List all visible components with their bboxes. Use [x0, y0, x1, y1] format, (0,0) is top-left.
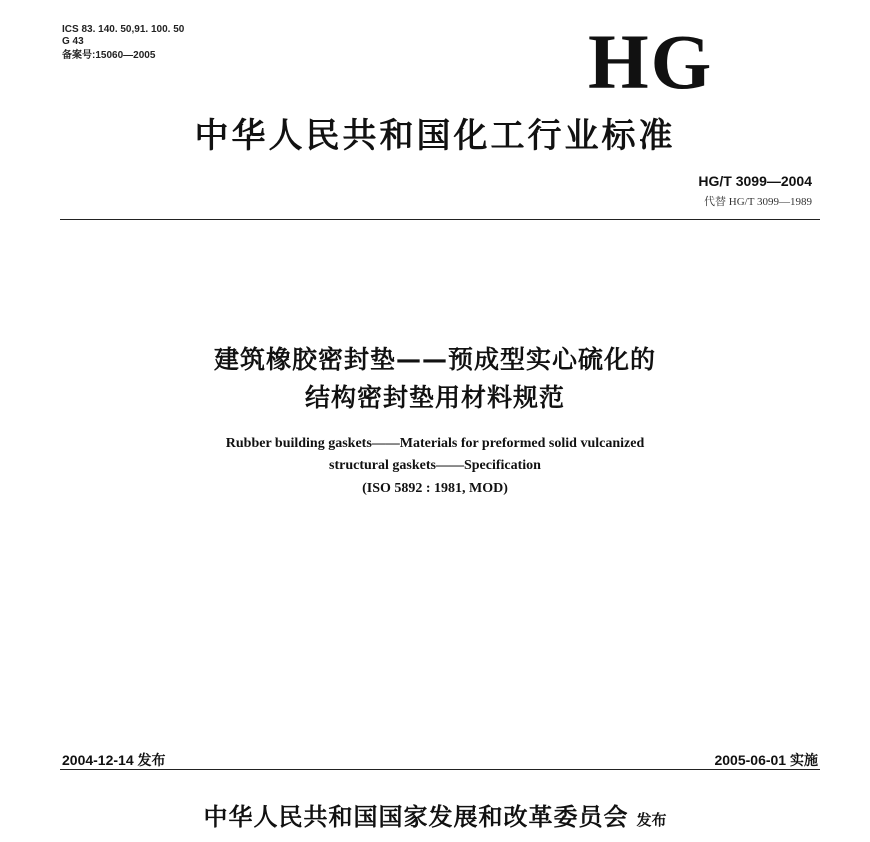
publisher-suffix: 发布: [636, 811, 667, 829]
hg-logo: HG: [588, 18, 714, 105]
implementation-date: 2005-06-01 实施: [714, 752, 818, 768]
bottom-divider: [60, 769, 820, 770]
ics-code: ICS 83. 140. 50,91. 100. 50: [62, 24, 185, 35]
standard-number: HG/T 3099—2004: [698, 173, 812, 189]
chinese-title-line-2: 结构密封垫用材料规范: [304, 383, 565, 412]
english-title-line-2: structural gaskets——Specification: [329, 458, 541, 473]
publisher-name: 中华人民共和国国家发展和改革委员会: [203, 803, 629, 831]
registration-number: 备案号:15060—2005: [62, 50, 156, 61]
english-title-line-1: Rubber building gaskets——Materials for preformed solid vulcanized: [225, 436, 645, 451]
issue-date: 2004-12-14 发布: [62, 752, 166, 768]
replaces-standard: 代替 HG/T 3099—1989: [704, 196, 812, 208]
top-divider: [60, 219, 820, 220]
classification-code: G 43: [62, 36, 84, 47]
iso-reference: (ISO 5892 : 1981, MOD): [362, 481, 508, 496]
standard-type-heading: 中华人民共和国化工行业标准: [194, 116, 676, 156]
publisher: [0, 797, 870, 832]
chinese-title-line-1: 建筑橡胶密封垫——预成型实心硫化的: [213, 345, 656, 374]
